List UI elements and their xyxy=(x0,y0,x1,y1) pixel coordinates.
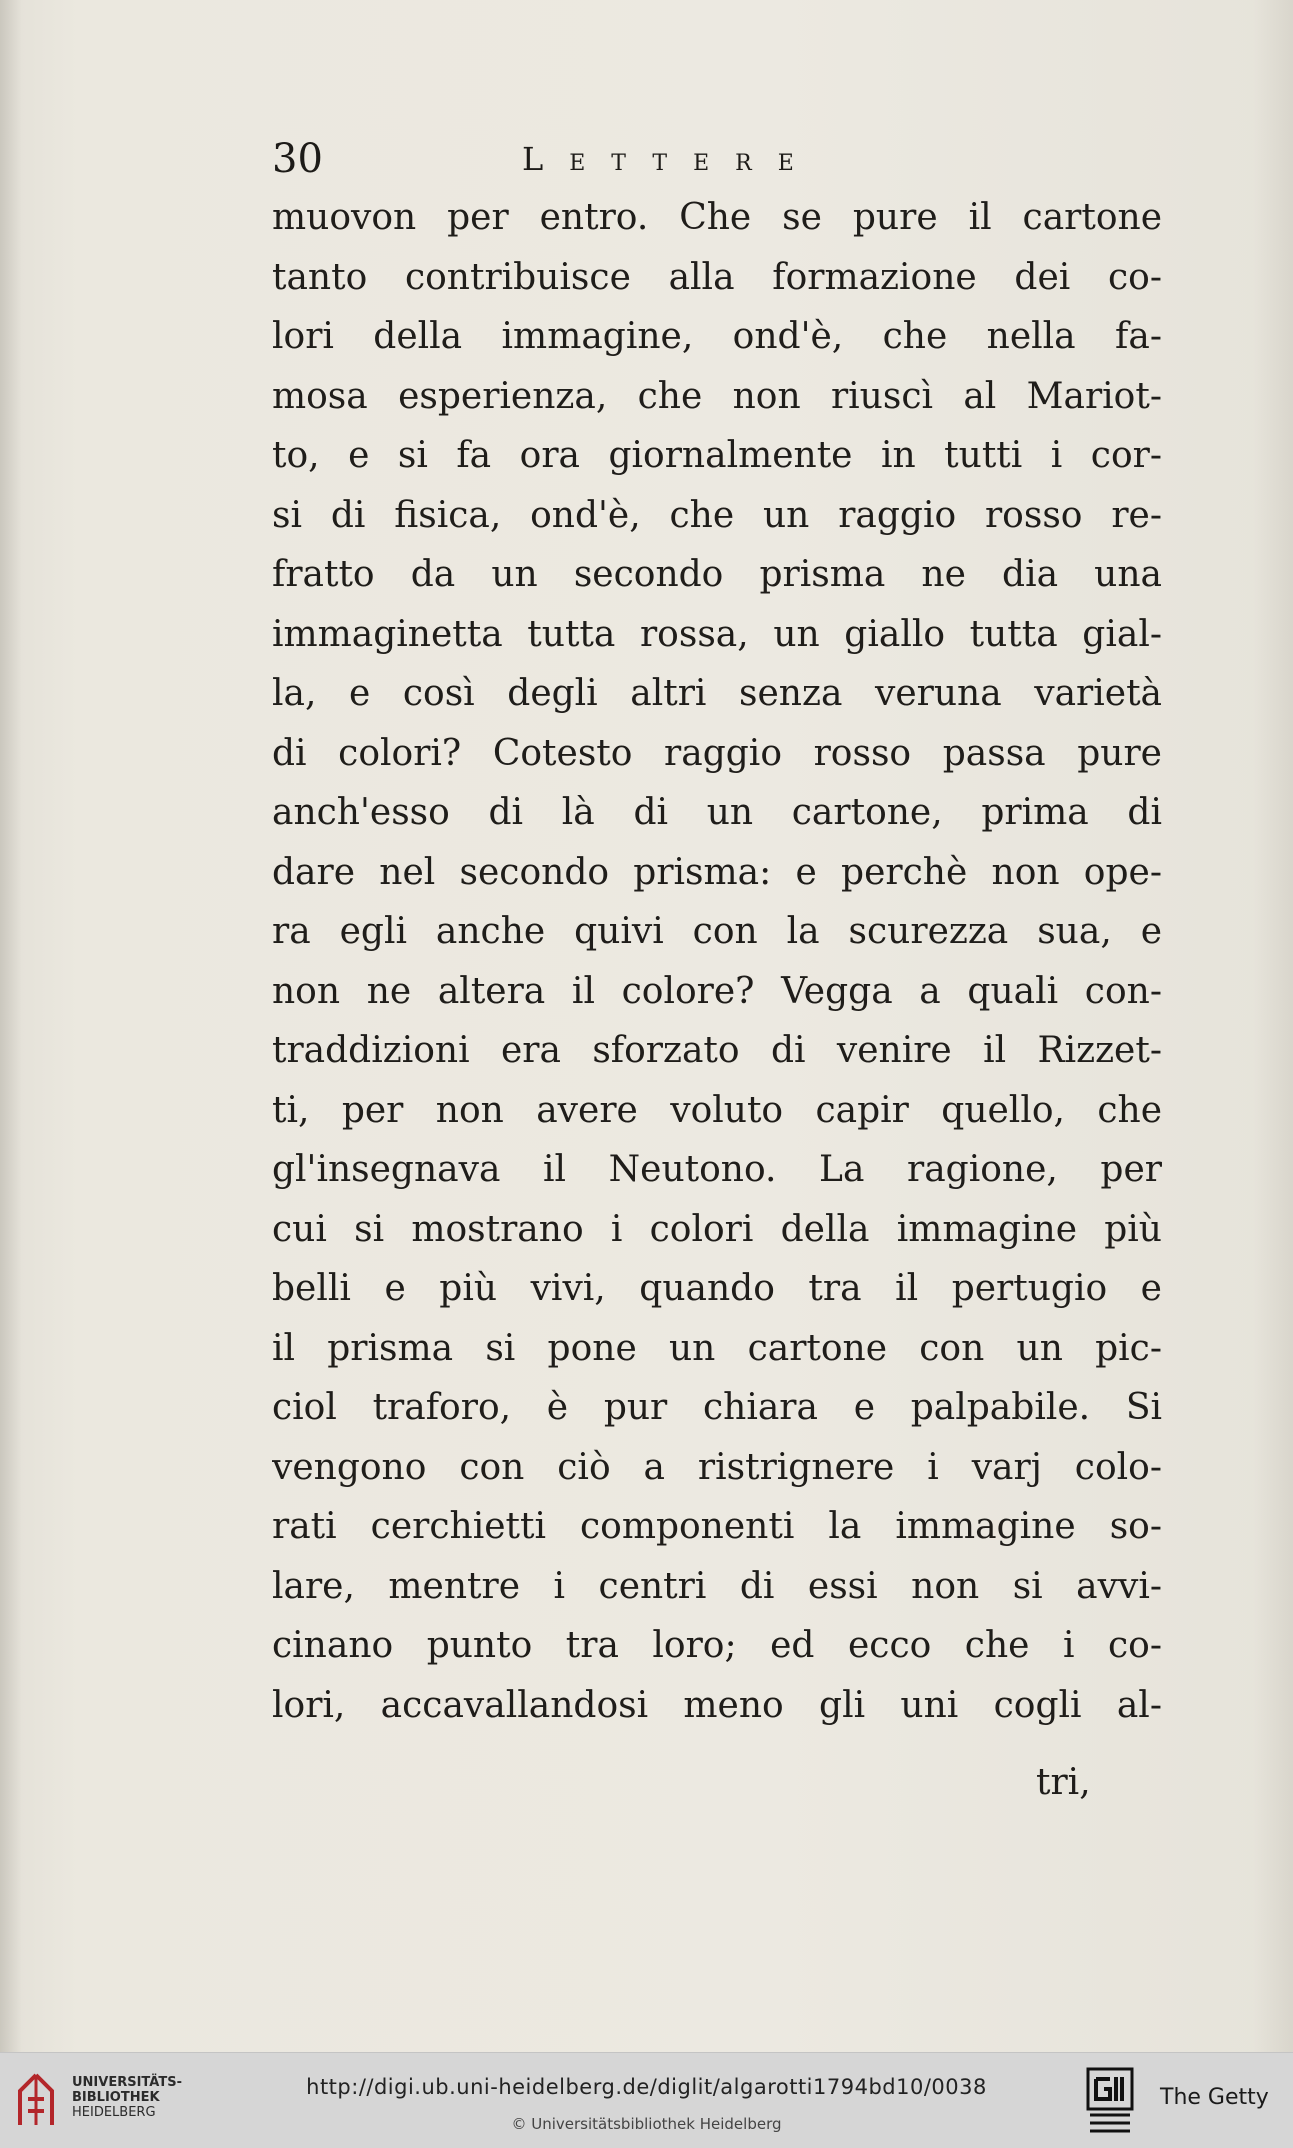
text-line: dare nel secondo prisma: e perchè non ope- xyxy=(272,851,1162,893)
body-text xyxy=(272,188,1162,1735)
text-line: mosa esperienza, che non riuscì al Mariot- xyxy=(272,375,1162,417)
text-line: ti, per non avere voluto capir quello, che xyxy=(272,1089,1162,1131)
text-line: immaginetta tutta rossa, un giallo tutta gial- xyxy=(272,613,1162,655)
library-name-line-1: UNIVERSITÄTS- xyxy=(72,2075,182,2090)
running-head xyxy=(272,134,932,194)
partner-name: The Getty xyxy=(1160,2085,1269,2110)
text-line: gl'insegnava il Neutono. La ragione, per xyxy=(272,1149,1162,1190)
library-city: HEIDELBERG xyxy=(72,2105,156,2120)
catchword: tri, xyxy=(1036,1762,1091,1803)
text-line: lori della immagine, ond'è, che nella fa- xyxy=(272,316,1162,357)
text-line: cinano punto tra loro; ed ecco che i co- xyxy=(272,1625,1162,1666)
text-line: non ne altera il colore? Vegga a quali con- xyxy=(272,970,1162,1012)
text-line: fratto da un secondo prisma ne dia una xyxy=(272,554,1162,595)
text-line: la, e così degli altri senza veruna varietà xyxy=(272,673,1162,714)
text-line: di colori? Cotesto raggio rosso passa pure xyxy=(272,732,1162,774)
text-line: ciol traforo, è pur chiara e palpabile. Si xyxy=(272,1387,1162,1428)
text-line: cui si mostrano i colori della immagine più xyxy=(272,1208,1162,1250)
permalink-url[interactable]: http://digi.ub.uni-heidelberg.de/diglit/algarotti1794bd10/0038 xyxy=(306,2075,987,2099)
library-name-line-2: BIBLIOTHEK xyxy=(72,2090,160,2105)
page-number: 30 xyxy=(272,136,323,182)
text-line: ra egli anche quivi con la scurezza sua, e xyxy=(272,911,1162,952)
copyright-notice: © Universitätsbibliothek Heidelberg xyxy=(511,2115,782,2133)
text-line: vengono con ciò a ristrignere i varj colo- xyxy=(272,1446,1162,1488)
text-line: rati cerchietti componenti la immagine so- xyxy=(272,1506,1162,1547)
text-line: tanto contribuisce alla formazione dei co- xyxy=(272,256,1162,298)
text-line: traddizioni era sforzato di venire il Rizzet- xyxy=(272,1030,1162,1071)
text-line: muovon per entro. Che se pure il cartone xyxy=(272,197,1162,238)
getty-logo-icon[interactable] xyxy=(1086,2067,1134,2133)
text-line: belli e più vivi, quando tra il pertugio e xyxy=(272,1268,1162,1309)
footer-bar xyxy=(0,2052,1293,2148)
text-line: il prisma si pone un cartone con un pic- xyxy=(272,1327,1162,1369)
text-line: to, e si fa ora giornalmente in tutti i cor- xyxy=(272,435,1162,476)
running-title: Lettere xyxy=(522,140,820,178)
text-line: si di fisica, ond'è, che un raggio rosso re- xyxy=(272,494,1162,536)
text-line: anch'esso di là di un cartone, prima di xyxy=(272,792,1162,833)
text-line: lare, mentre i centri di essi non si avvi- xyxy=(272,1565,1162,1607)
text-line: lori, accavallandosi meno gli uni cogli al- xyxy=(272,1684,1162,1726)
